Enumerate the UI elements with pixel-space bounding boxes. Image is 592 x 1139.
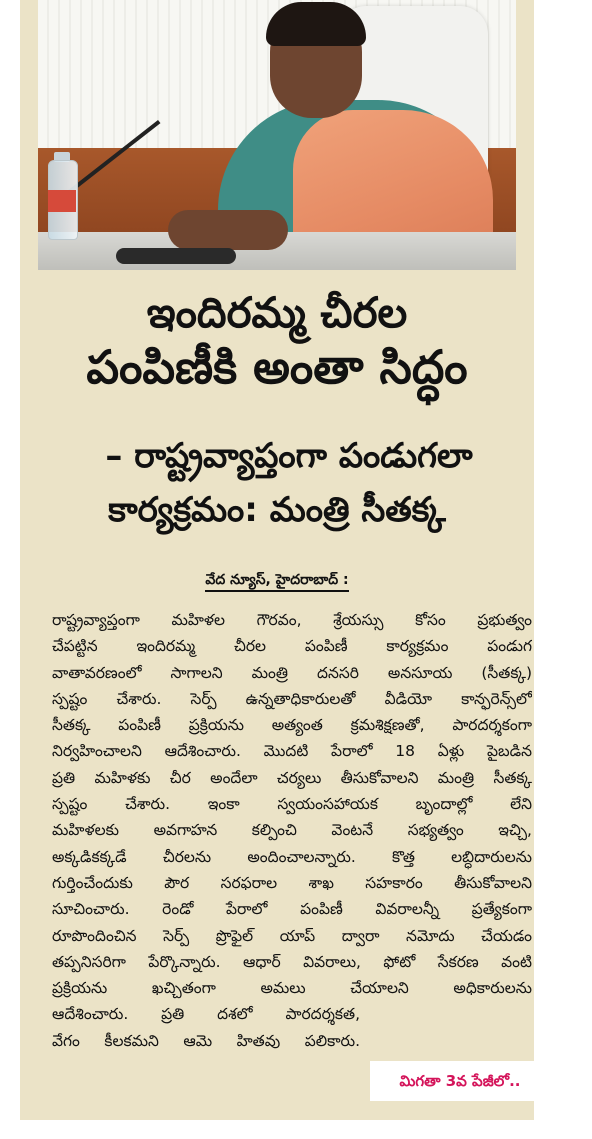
body-line: సూచించారు. రెండో పేరాలో పంపిణీ వివరాలన్నీ ప్రత్యేకంగా bbox=[52, 900, 532, 919]
body-line: తప్పనిసరిగా పేర్కొన్నారు. ఆధార్ వివరాలు, ఫోటో సేకరణ వంటి bbox=[52, 952, 532, 971]
dateline-text: వేద న్యూస్, హైదరాబాద్ : bbox=[205, 572, 348, 592]
body-line: స్పష్టం చేశారు. ఇంకా స్వయంసహాయక బృందాల్లో లేని bbox=[52, 795, 532, 814]
body-line: మహిళలకు అవగాహన కల్పించి వెంటనే సభ్యత్వం ఇచ్చి, bbox=[52, 821, 532, 840]
body-line: వేగం కీలకమని ఆమె హితవు పలికారు. bbox=[52, 1031, 360, 1050]
body-line: గుర్తించేందుకు పౌర సరఫరాల శాఖ సహకారం తీసుకోవాలని bbox=[52, 873, 532, 892]
body-line: స్పష్టం చేశారు. సెర్ప్ ఉన్నతాధికారులతో వీడియో కాన్ఫరెన్స్‌లో bbox=[52, 689, 532, 708]
subheadline-line-1: – రాష్ట్రవ్యాప్తంగా పండుగలా bbox=[105, 436, 473, 476]
body-line: అక్కడికక్కడే చీరలను అందించాలన్నారు. కొత్త లబ్ధిదారులను bbox=[52, 847, 532, 866]
body-line: నిర్వహించాలని ఆదేశించారు. మొదటి పేరాలో 18 ఏళ్లు పైబడిన bbox=[52, 742, 532, 761]
microphone-base bbox=[116, 248, 236, 264]
body-line: చేపట్టిన ఇందిరమ్మ చీరల పంపిణీ కార్యక్రమం పండుగ bbox=[52, 637, 532, 656]
body-line: సీతక్క పంపిణీ ప్రక్రియను అత్యంత క్రమశిక్షణతో, పారదర్శకంగా bbox=[52, 716, 532, 735]
continued-on-page-label: మిగతా 3వ పేజీలో.. bbox=[370, 1061, 550, 1101]
body-line: రూపొందించిన సెర్ప్ ప్రొఫైల్ యాప్ ద్వారా నమోదు చేయడం bbox=[52, 926, 532, 945]
news-clipping bbox=[20, 0, 534, 1120]
bottle-label bbox=[48, 190, 76, 212]
body-line: ఆదేశించారు. ప్రతి దశలో పారదర్శకత, bbox=[52, 1005, 360, 1024]
article-photo bbox=[38, 0, 516, 270]
dateline bbox=[20, 572, 534, 591]
body-line: ప్రతి మహిళకు చీర అందేలా చర్యలు తీసుకోవాలని మంత్రి సీతక్క bbox=[52, 768, 532, 787]
body-line: వాతావరణంలో సాగాలని మంత్రి దనసరి అనసూయ (సీతక్క) bbox=[52, 663, 532, 682]
person-hands bbox=[168, 210, 288, 250]
body-line: ప్రక్రియను ఖచ్చితంగా అమలు చేయాలని అధికారులను bbox=[52, 979, 532, 998]
subheadline-line-2: కార్యక్రమం: మంత్రి సీతక్క bbox=[108, 490, 446, 530]
person-hair bbox=[266, 2, 366, 46]
headline-line-2: పంపిణీకి అంతా సిద్ధం bbox=[86, 340, 468, 394]
article-body bbox=[52, 607, 532, 1054]
headline-line-1: ఇందిరమ్మ చీరల bbox=[146, 288, 408, 337]
body-line: రాష్ట్రవ్యాప్తంగా మహిళల గౌరవం, శ్రేయస్సు కోసం ప్రభుత్వం bbox=[52, 611, 532, 629]
